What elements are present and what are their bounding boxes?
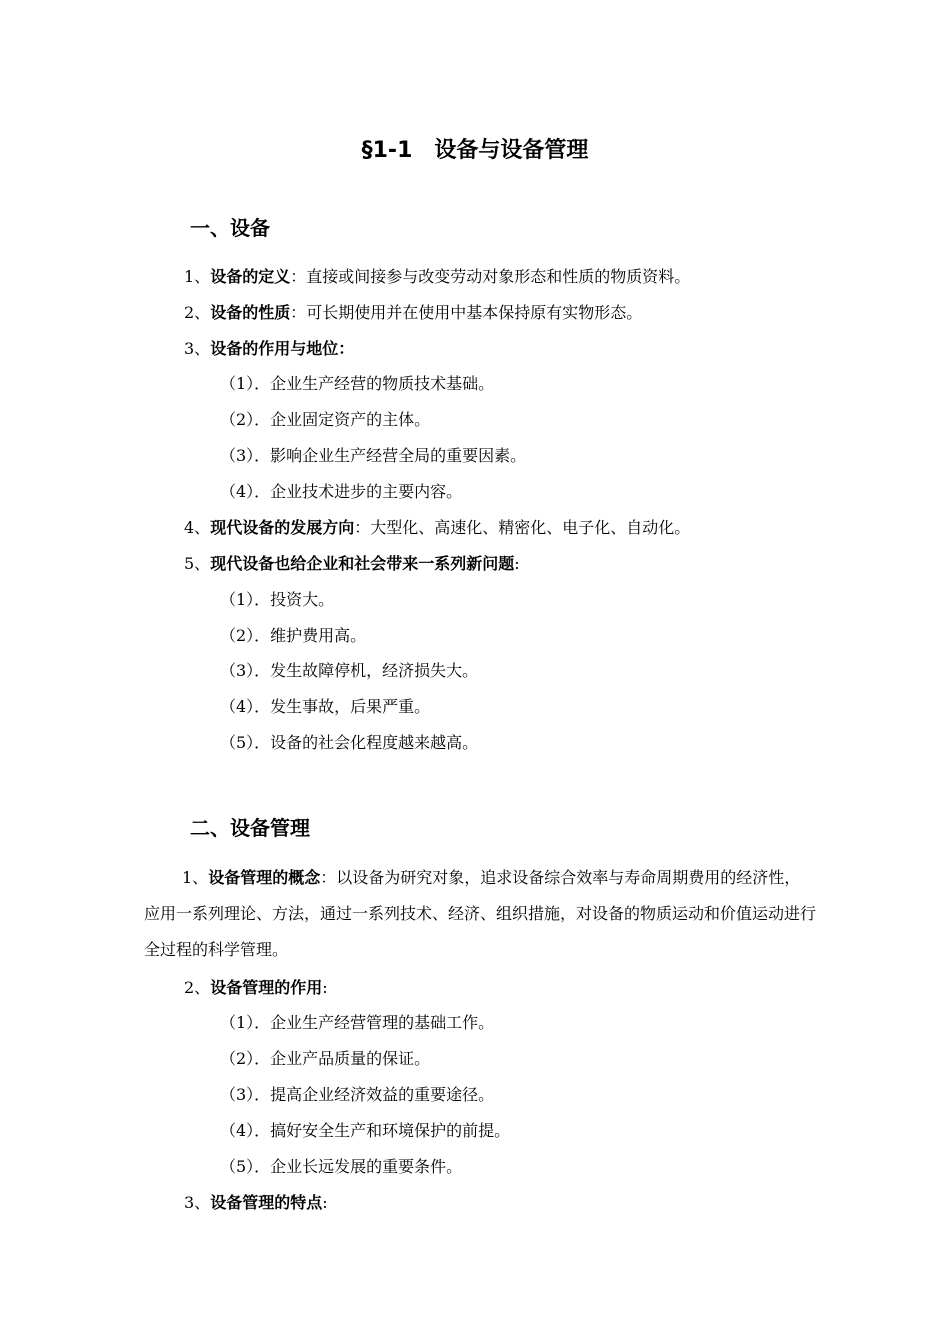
- item-lead: 设备的作用与地位：: [210, 339, 355, 358]
- problems-item: [184, 552, 520, 576]
- item-text: ：大型化、高速化、精密化、电子化、自动化。: [354, 518, 691, 537]
- item-number: 1、: [184, 267, 211, 286]
- problem-point: （4）．发生事故，后果严重。: [220, 697, 431, 716]
- item-text: ：可长期使用并在使用中基本保持原有实物形态。: [290, 303, 643, 322]
- problem-point: （2）．维护费用高。: [220, 626, 367, 645]
- item-text: :: [514, 554, 520, 573]
- item-text: ：以设备为研究对象，追求设备综合效率与寿命周期费用的经济性，应用一系列理论、方法，通过一系列技术、经济、组织措施，对设备的物质运动和价值运动进行全过程的科学管理。: [144, 868, 817, 959]
- item-number: 4、: [184, 518, 211, 537]
- item-text: ：直接或间接参与改变劳动对象形态和性质的物质资料。: [290, 267, 691, 286]
- role-point: （3）．影响企业生产经营全局的重要因素。: [220, 446, 527, 465]
- definition-item: [184, 265, 690, 289]
- item-lead: 设备管理的特点: [210, 1193, 323, 1212]
- feature-item: [184, 1191, 328, 1215]
- effect-item: [184, 976, 328, 1000]
- item-lead: 设备管理的作用: [210, 978, 323, 997]
- role-point: （2）．企业固定资产的主体。: [220, 410, 431, 429]
- role-point: （4）．企业技术进步的主要内容。: [220, 482, 463, 501]
- effect-point: （5）．企业长远发展的重要条件。: [220, 1157, 463, 1176]
- item-lead: 现代设备的发展方向: [210, 518, 355, 537]
- item-number: 3、: [184, 339, 211, 358]
- item-lead: 设备管理的概念: [208, 868, 321, 887]
- problem-point: （1）．投资大。: [220, 590, 335, 609]
- item-text: :: [322, 1193, 328, 1212]
- concept-paragraph: [144, 860, 816, 968]
- item-number: 2、: [184, 978, 211, 997]
- problem-point: （5）．设备的社会化程度越来越高。: [220, 733, 479, 752]
- item-text: :: [322, 978, 328, 997]
- section-heading-equipment: 一、设备: [190, 216, 270, 240]
- item-lead: 设备的定义: [210, 267, 291, 286]
- property-item: [184, 301, 642, 325]
- role-point: （1）．企业生产经营的物质技术基础。: [220, 374, 495, 393]
- page-title: §1-1 设备与设备管理: [361, 138, 589, 163]
- trend-item: [184, 516, 690, 540]
- item-number: 5、: [184, 554, 211, 573]
- item-lead: 现代设备也给企业和社会带来一系列新问题: [210, 554, 515, 573]
- item-number: 3、: [184, 1193, 211, 1212]
- item-number: 1、: [182, 868, 209, 887]
- effect-point: （2）．企业产品质量的保证。: [220, 1049, 431, 1068]
- effect-point: （1）．企业生产经营管理的基础工作。: [220, 1013, 495, 1032]
- section-heading-management: 二、设备管理: [190, 816, 310, 840]
- item-lead: 设备的性质: [210, 303, 291, 322]
- role-item: [184, 337, 354, 361]
- problem-point: （3）．发生故障停机，经济损失大。: [220, 661, 479, 680]
- effect-point: （4）．搞好安全生产和环境保护的前提。: [220, 1121, 511, 1140]
- effect-point: （3）．提高企业经济效益的重要途径。: [220, 1085, 495, 1104]
- item-number: 2、: [184, 303, 211, 322]
